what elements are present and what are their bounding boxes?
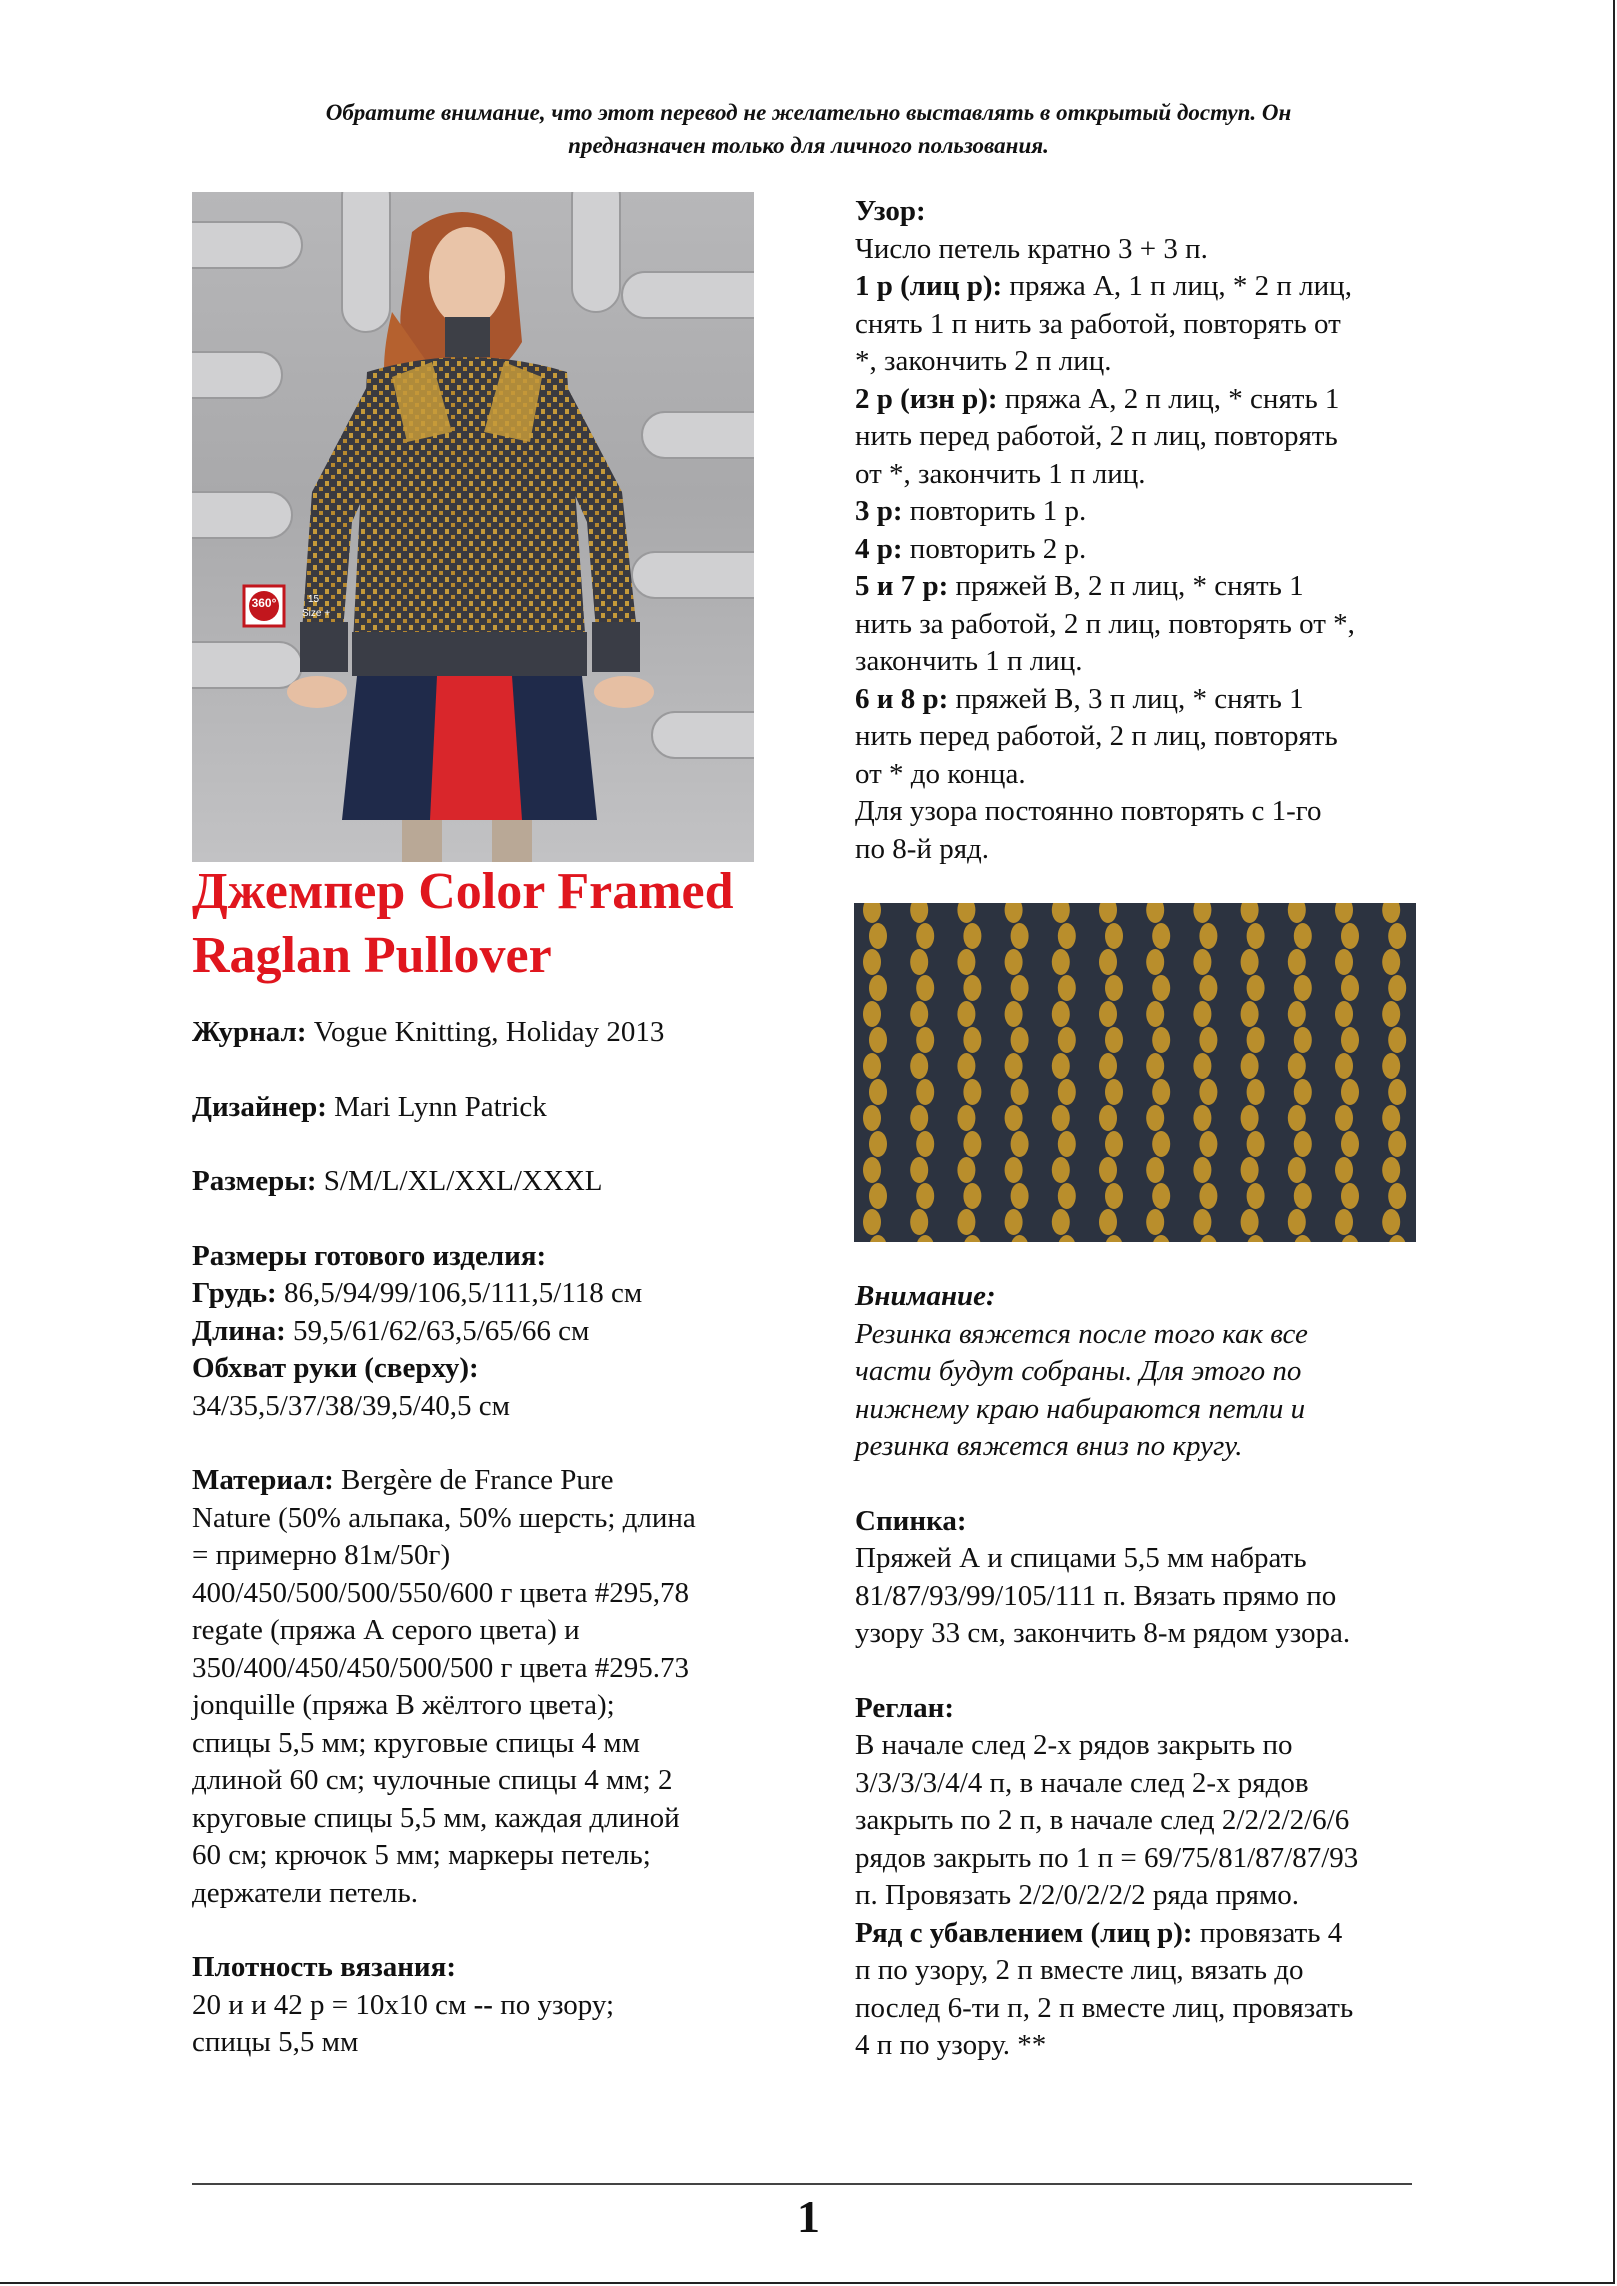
swatch-stitch [916,923,934,949]
sizes-info [192,1163,792,1201]
attention-heading: Внимание: [855,1280,996,1312]
swatch-stitch [916,1027,934,1053]
raglan-line: В начале след 2-х рядов закрыть по [855,1729,1293,1761]
swatch-stitch [1335,1105,1353,1131]
swatch-stitch [1146,1157,1164,1183]
gauge-line-2: спицы 5,5 мм [192,2026,359,2058]
swatch-stitch [1099,1105,1117,1131]
swatch-stitch [1335,1157,1353,1183]
swatch-stitch [1388,1183,1406,1209]
sizes-value: S/M/L/XL/XXL/XXXL [316,1165,603,1197]
swatch-stitch [1199,1027,1217,1053]
pattern-row [855,568,1425,606]
swatch-stitch [1011,1079,1029,1105]
swatch-stitch [1241,1105,1259,1131]
swatch-stitch [1199,1131,1217,1157]
swatch-stitch [1388,923,1406,949]
row-text: пряжей В, 3 п лиц, * снять 1 [948,682,1304,715]
badge-small-text-2: Size + [302,608,331,619]
pattern-heading: Узор: [855,195,926,227]
raglan-line: рядов закрыть по 1 п = 69/75/81/87/87/93 [855,1841,1359,1874]
row-label: 5 и 7 р: [855,570,949,602]
swatch-stitch [910,949,928,975]
right-column-lower [855,1278,1425,2065]
left-column [192,860,792,2062]
swatch-stitch [869,1183,887,1209]
raglan-line: 3/3/3/3/4/4 п, в начале след 2-х рядов [855,1766,1309,1799]
swatch-stitch [1105,1027,1123,1053]
row-label: 2 р (изн р): [855,382,998,415]
swatch-stitch [1099,1001,1117,1027]
swatch-stitch [1146,1105,1164,1131]
pattern-row [855,381,1425,419]
swatch-stitch [1005,1053,1023,1079]
swatch-stitch [1247,1079,1265,1105]
arm-value: 34/35,5/37/38/39,5/40,5 см [192,1389,511,1422]
knit-swatch-photo [854,903,1416,1242]
swatch-stitch [1341,923,1359,949]
swatch-stitch [1341,1079,1359,1105]
decrease-row-label: Ряд с убавлением (лиц р): [855,1916,1193,1949]
swatch-stitch [1335,949,1353,975]
swatch-stitch [1247,975,1265,1001]
raglan-heading: Реглан: [855,1691,955,1724]
back-heading: Спинка: [855,1504,967,1537]
swatch-stitch [1011,975,1029,1001]
swatch-stitch [869,975,887,1001]
swatch-stitch [1294,975,1312,1001]
swatch-stitch [1335,1053,1353,1079]
gauge-dash: -- [473,1988,493,2021]
swatch-stitch [1288,1105,1306,1131]
swatch-stitch [1105,1079,1123,1105]
swatch-stitch [916,1079,934,1105]
attention-note [855,1278,1425,1466]
badge-360-label: 360° [251,596,277,610]
swatch-stitch [916,1183,934,1209]
designer-label: Дизайнер: [192,1090,327,1123]
material-line: держатели петель. [192,1876,418,1909]
swatch-stitch [963,1183,981,1209]
swatch-stitch [957,1157,975,1183]
pattern-multiple: Число петель кратно 3 + 3 п. [855,232,1208,265]
material-line: 350/400/450/450/500/500 г цвета #295.73 [192,1651,689,1684]
chest-value: 86,5/94/99/106,5/111,5/118 см [276,1277,643,1309]
material-line: 60 см; крючок 5 мм; маркеры петель; [192,1839,651,1871]
pattern-row [855,493,1425,531]
swatch-stitch [1058,1027,1076,1053]
badge-small-text-1: 15 [308,594,320,605]
length-value: 59,5/61/62/63,5/65/66 см [285,1314,590,1347]
swatch-stitch [1241,1209,1259,1235]
row-text: повторить 2 р. [902,532,1087,565]
magazine-info [192,1014,792,1052]
notice [190,96,1427,162]
page-number: 1 [797,2191,820,2242]
swatch-stitch [1146,1053,1164,1079]
swatch-stitch [1058,1183,1076,1209]
swatch-stitch [1052,1157,1070,1183]
swatch-stitch [1193,949,1211,975]
pattern-title [192,860,792,988]
finished-measurements [192,1238,792,1426]
swatch-stitch [1146,949,1164,975]
swatch-stitch [957,949,975,975]
swatch-stitch [869,1131,887,1157]
swatch-stitch [1152,1027,1170,1053]
decrease-line: 4 п по узору. ** [855,2029,1047,2061]
swatch-stitch [1058,975,1076,1001]
material-line: круговые спицы 5,5 мм, каждая длиной [192,1801,680,1834]
material-line: Bergère de France Pure [333,1464,614,1496]
swatch-stitch [963,923,981,949]
swatch-stitch [963,1131,981,1157]
swatch-stitch [1247,1027,1265,1053]
back-line: Пряжей А и спицами 5,5 мм набрать [855,1542,1307,1574]
swatch-stitch [1247,1183,1265,1209]
swatch-stitch [1193,1157,1211,1183]
swatch-stitch [963,1027,981,1053]
decrease-line: п по узору, 2 п вместе лиц, вязать до [855,1954,1304,1986]
material-line: jonquille (пряжа В жёлтого цвета); [192,1689,615,1721]
decrease-line: провязать 4 [1192,1916,1343,1949]
swatch-stitch [1152,1183,1170,1209]
swatch-stitch [916,1131,934,1157]
swatch-stitch [1146,1001,1164,1027]
pattern-row [855,681,1425,719]
gauge-heading: Плотность вязания: [192,1951,456,1983]
swatch-stitch [1058,923,1076,949]
swatch-stitch [910,1053,928,1079]
swatch-stitch [1241,949,1259,975]
material-label: Материал: [192,1464,334,1496]
swatch-stitch [1382,1105,1400,1131]
swatch-stitch [863,949,881,975]
row-label: 4 р: [855,532,903,565]
row-text: пряжей В, 2 п лиц, * снять 1 [948,570,1304,602]
chest-label: Грудь: [192,1277,277,1309]
title-line-2: Raglan Pullover [192,927,552,984]
swatch-stitch [910,1001,928,1027]
swatch-stitch [1193,1209,1211,1235]
swatch-stitch [1247,1131,1265,1157]
back-line: 81/87/93/99/105/111 п. Вязать прямо по [855,1579,1337,1612]
swatch-stitch [1288,1053,1306,1079]
attention-line: части будут собраны. Для этого по [855,1355,1302,1387]
swatch-stitch [1193,1001,1211,1027]
footer-divider [192,2183,1412,2185]
swatch-stitch [863,1053,881,1079]
row-text: нить за работой, 2 п лиц, повторять от *, [855,607,1355,640]
swatch-stitch [1146,1209,1164,1235]
swatch-stitch [1288,1157,1306,1183]
pattern-repeat-line: Для узора постоянно повторять с 1-го [855,795,1322,827]
material-line: 400/450/500/500/550/600 г цвета #295,78 [192,1576,689,1609]
row-label: 1 р (лиц р): [855,270,1003,302]
swatch-stitch [1005,1209,1023,1235]
designer-value: Mari Lynn Patrick [326,1090,547,1123]
swatch-stitch [916,975,934,1001]
material-line: regate (пряжа А серого цвета) и [192,1614,580,1646]
swatch-stitch [1335,1209,1353,1235]
swatch-stitch [1099,1157,1117,1183]
magazine-value: Vogue Knitting, Holiday 2013 [306,1016,665,1048]
swatch-stitch [1199,923,1217,949]
swatch-stitch [1199,1183,1217,1209]
row-text: от *, закончить 1 п лиц. [855,457,1146,490]
swatch-stitch [1294,1183,1312,1209]
swatch-stitch [863,1001,881,1027]
swatch-stitch [1388,975,1406,1001]
stitch-pattern [855,193,1425,868]
swatch-stitch [1058,1131,1076,1157]
swatch-stitch [1005,1105,1023,1131]
attention-line: Резинка вяжется после того как все [855,1317,1308,1350]
swatch-stitch [910,1157,928,1183]
swatch-stitch [1388,1027,1406,1053]
pattern-row [855,531,1425,569]
right-column [855,193,1425,868]
swatch-stitch [863,1209,881,1235]
row-text: пряжа А, 2 п лиц, * снять 1 [997,382,1340,415]
material-info [192,1462,792,1912]
swatch-stitch [1152,975,1170,1001]
swatch-stitch [1052,949,1070,975]
magazine-label: Журнал: [192,1016,307,1048]
knit-swatch-illustration [854,903,1416,1242]
back-section [855,1503,1425,1653]
row-text: *, закончить 2 п лиц. [855,345,1112,377]
swatch-stitch [1288,1001,1306,1027]
raglan-line: закрыть по 2 п, в начале след 2/2/2/2/6/6 [855,1804,1350,1836]
swatch-stitch [1341,1131,1359,1157]
swatch-stitch [869,923,887,949]
swatch-stitch [1011,1027,1029,1053]
swatch-stitch [1011,1131,1029,1157]
row-text: повторить 1 р. [902,495,1087,527]
pattern-row [855,268,1425,306]
swatch-stitch [1382,949,1400,975]
swatch-stitch [1193,1105,1211,1131]
swatch-stitch [1099,1053,1117,1079]
material-line: = примерно 81м/50г) [192,1539,451,1571]
swatch-stitch [1294,1027,1312,1053]
model-photo [192,192,754,862]
swatch-stitch [1199,1079,1217,1105]
row-text: от * до конца. [855,757,1026,790]
swatch-stitch [963,1079,981,1105]
swatch-stitch [1099,949,1117,975]
swatch-stitch [1288,1209,1306,1235]
gauge-line-1c: по узору; [492,1988,615,2021]
swatch-stitch [1382,1157,1400,1183]
swatch-stitch [1052,1053,1070,1079]
swatch-stitch [869,1079,887,1105]
row-label: 3 р: [855,495,903,527]
swatch-stitch [910,1105,928,1131]
swatch-stitch [1247,923,1265,949]
swatch-stitch [1099,1209,1117,1235]
row-text: закончить 1 п лиц. [855,645,1083,677]
swatch-stitch [963,975,981,1001]
designer-info [192,1089,792,1127]
arm-label: Обхват руки (сверху): [192,1352,479,1384]
swatch-stitch [957,1001,975,1027]
swatch-stitch [1382,1001,1400,1027]
swatch-stitch [1011,1183,1029,1209]
swatch-stitch [863,1105,881,1131]
row-text: нить перед работой, 2 п лиц, повторять [855,720,1338,752]
swatch-stitch [1341,975,1359,1001]
swatch-stitch [1152,923,1170,949]
gauge-line-1a: 20 и и 42 р = 10х10 см [192,1988,474,2021]
swatch-stitch [1005,1001,1023,1027]
notice-line-1: Обратите внимание, что этот перевод не желательно выставлять в открытый доступ. Он [325,100,1292,125]
swatch-stitch [1052,1209,1070,1235]
material-line: спицы 5,5 мм; круговые спицы 4 мм [192,1726,640,1759]
swatch-stitch [910,1209,928,1235]
swatch-stitch [1388,1079,1406,1105]
swatch-stitch [1105,1183,1123,1209]
model-photo-illustration [192,192,754,862]
material-line: длиной 60 см; чулочные спицы 4 мм; 2 [192,1764,673,1796]
back-line: узору 33 см, закончить 8-м рядом узора. [855,1617,1351,1649]
swatch-stitch [1011,923,1029,949]
swatch-stitch [1152,1131,1170,1157]
raglan-section [855,1690,1425,2065]
swatch-stitch [1241,1157,1259,1183]
swatch-stitch [1052,1001,1070,1027]
title-line-1: Джемпер Color Framed [192,863,734,920]
swatch-stitch [869,1027,887,1053]
attention-line: резинка вяжется вниз по кругу. [855,1430,1243,1462]
swatch-stitch [1294,1079,1312,1105]
swatch-stitch [1052,1105,1070,1131]
swatch-stitch [1241,1001,1259,1027]
swatch-stitch [1341,1183,1359,1209]
pattern-repeat-line: по 8-й ряд. [855,832,990,865]
swatch-stitch [863,1157,881,1183]
row-text: пряжа А, 1 п лиц, * 2 п лиц, [1002,270,1352,302]
row-label: 6 и 8 р: [855,682,949,715]
swatch-stitch [1005,1157,1023,1183]
swatch-stitch [1382,1209,1400,1235]
swatch-stitch [1241,1053,1259,1079]
swatch-stitch [1294,1131,1312,1157]
swatch-stitch [1382,1053,1400,1079]
raglan-line: п. Провязать 2/2/0/2/2/2 ряда прямо. [855,1879,1300,1911]
sizes-label: Размеры: [192,1165,317,1197]
swatch-stitch [1288,949,1306,975]
swatch-stitch [1341,1027,1359,1053]
swatch-stitch [1005,949,1023,975]
finished-heading: Размеры готового изделия: [192,1239,547,1272]
swatch-stitch [957,1209,975,1235]
swatch-stitch [1058,1079,1076,1105]
swatch-stitch [1199,975,1217,1001]
material-line: Nature (50% альпака, 50% шерсть; длина [192,1501,696,1534]
notice-line-2: предназначен только для личного пользования. [568,133,1049,158]
swatch-stitch [1294,923,1312,949]
swatch-stitch [1152,1079,1170,1105]
swatch-stitch [1105,975,1123,1001]
swatch-stitch [1388,1131,1406,1157]
swatch-stitch [1105,923,1123,949]
swatch-stitch [1193,1053,1211,1079]
row-text: нить перед работой, 2 п лиц, повторять [855,420,1338,452]
gauge-info [192,1949,792,2062]
decrease-line: послед 6-ти п, 2 п вместе лиц, провязать [855,1991,1354,2024]
attention-line: нижнему краю набираются петли и [855,1392,1306,1425]
swatch-stitch [957,1053,975,1079]
swatch-stitch [957,1105,975,1131]
swatch-stitch [1335,1001,1353,1027]
length-label: Длина: [192,1314,286,1347]
row-text: снять 1 п нить за работой, повторять от [855,307,1341,340]
swatch-stitch [1105,1131,1123,1157]
